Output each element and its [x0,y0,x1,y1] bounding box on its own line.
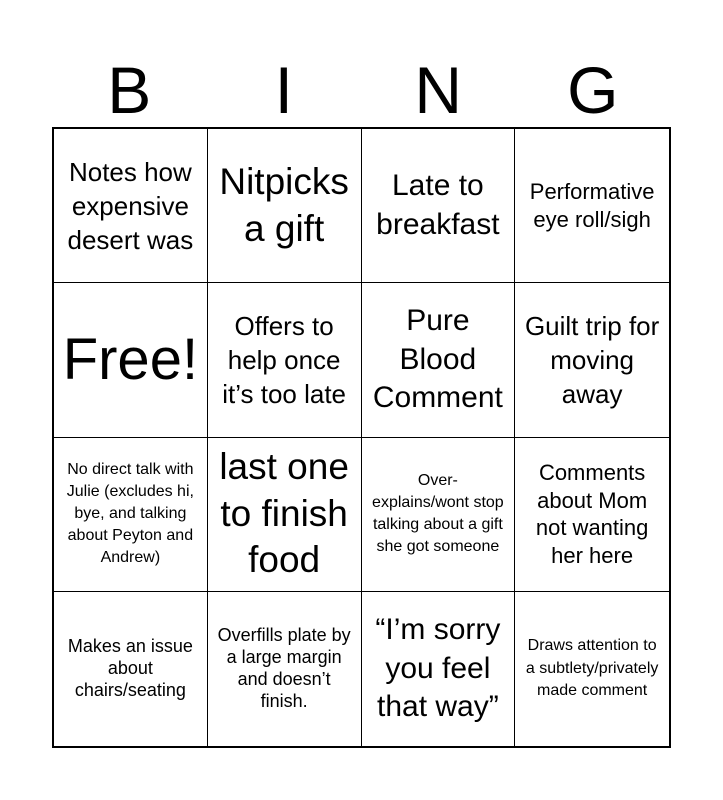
bingo-cell-r2c3[interactable] [362,283,516,437]
free-space-label: Free! [62,326,199,392]
header-letter-n: N [414,53,463,127]
bingo-cell-r3c2[interactable] [208,438,362,592]
bingo-header [52,52,670,128]
cell-text: Overfills plate by a large margin and doesn’t finish. [217,624,351,711]
cell-text: Over-explains/wont stop talking about a gift she got someone [372,471,504,556]
cell-text: Comments about Mom not wanting her here [535,460,649,568]
bingo-cell-r4c3[interactable] [362,592,516,746]
bingo-cell-r2c1-free[interactable] [54,283,208,437]
cell-text: Offers to help once it’s too late [222,310,347,409]
bingo-cell-r1c3[interactable] [362,129,516,283]
bingo-cell-r1c4[interactable] [515,129,669,283]
cell-text: Notes how expensive desert was [67,156,194,255]
bingo-cell-r1c1[interactable] [54,129,208,283]
cell-text: Draws attention to a subtlety/privately made comment [525,636,659,700]
bingo-cell-r3c3[interactable] [362,438,516,592]
cell-text: Guilt trip for moving away [524,310,660,409]
header-letter-g: G [567,53,619,127]
cell-text: last one to finish food [219,446,349,581]
bingo-cell-r4c4[interactable] [515,592,669,746]
bingo-cell-r2c4[interactable] [515,283,669,437]
header-letter-b: B [107,53,152,127]
cell-text: No direct talk with Julie (excludes hi, bye, and talking about Peyton and Andrew) [66,460,194,567]
bingo-card-grid [52,127,671,748]
header-letter-i: I [274,53,293,127]
bingo-cell-r4c1[interactable] [54,592,208,746]
bingo-cell-r4c2[interactable] [208,592,362,746]
bingo-cell-r1c2[interactable] [208,129,362,283]
cell-text: Performative eye roll/sigh [529,179,655,232]
cell-text: Nitpicks a gift [219,161,349,249]
bingo-cell-r3c4[interactable] [515,438,669,592]
bingo-cell-r3c1[interactable] [54,438,208,592]
cell-text: “I’m sorry you feel that way” [375,613,501,724]
cell-text: Makes an issue about chairs/seating [67,635,193,700]
bingo-cell-r2c2[interactable] [208,283,362,437]
cell-text: Pure Blood Comment [372,304,503,415]
cell-text: Late to breakfast [376,169,500,241]
